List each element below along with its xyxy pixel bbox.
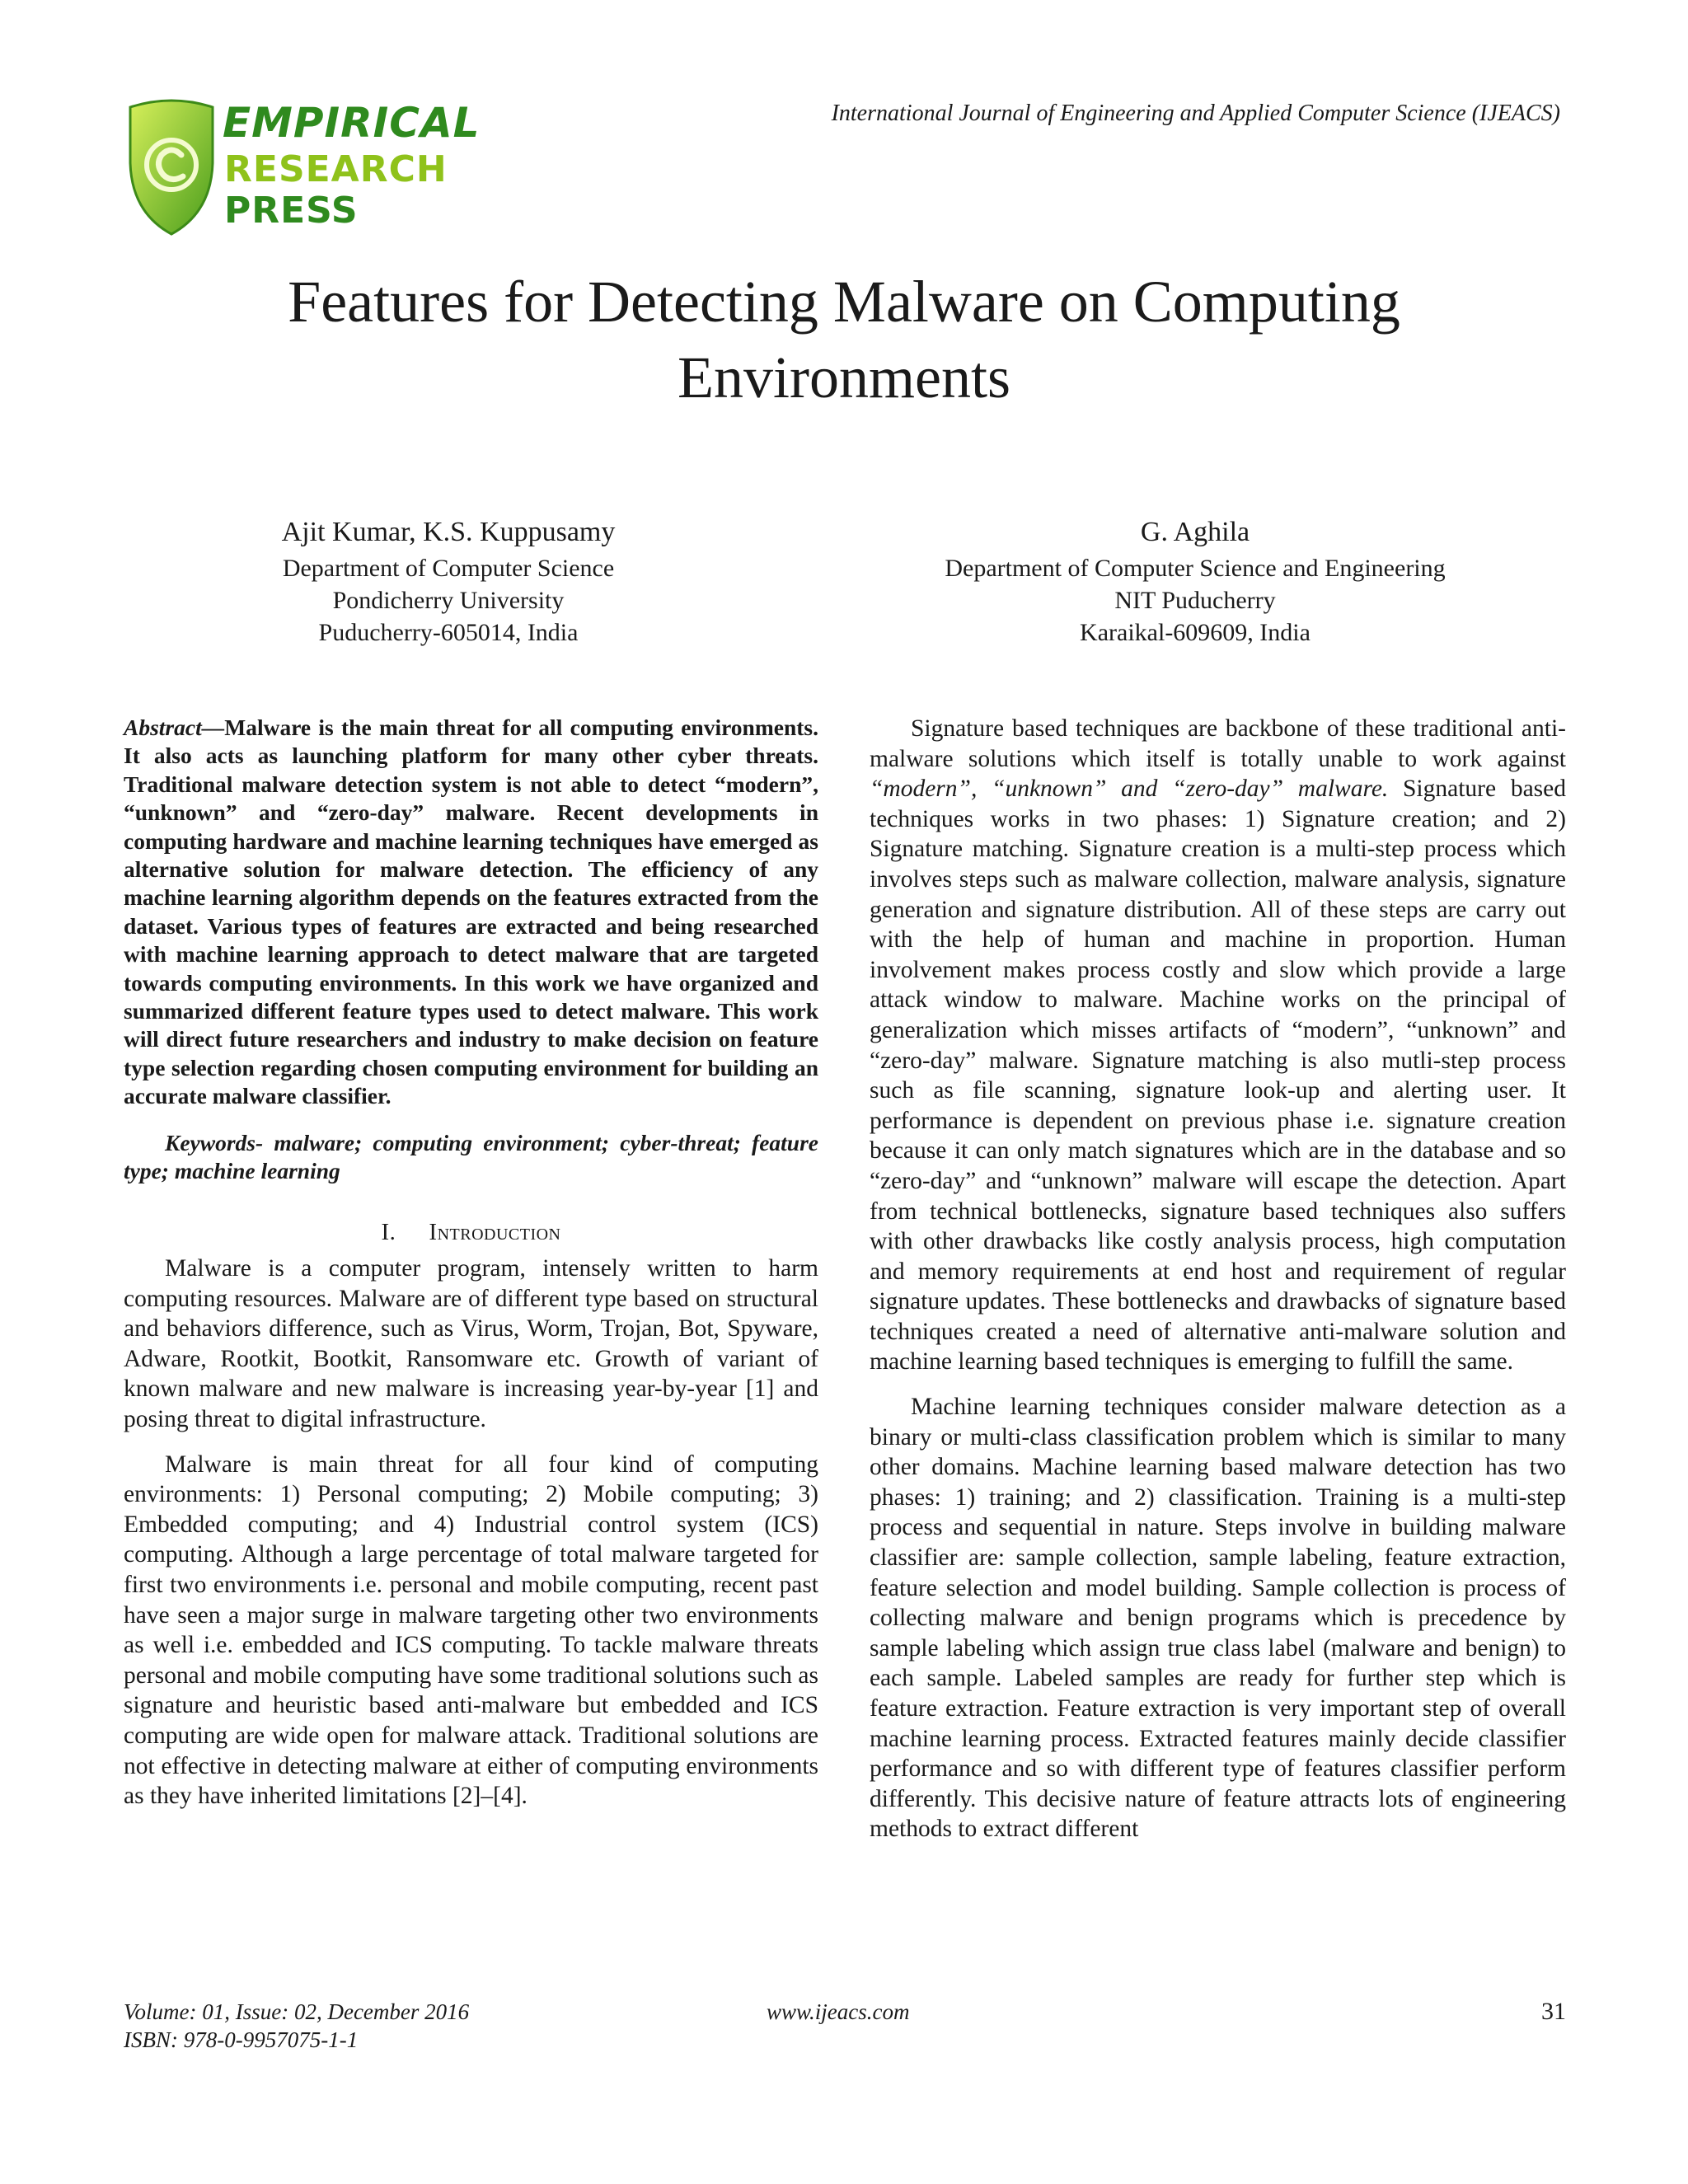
keywords: Keywords- malware; computing environment; cyber-threat; feature type; machine learning: [124, 1129, 818, 1184]
body-paragraph: [870, 714, 1566, 1377]
publisher-logo: [122, 97, 481, 237]
journal-website-link[interactable]: www.ijeacs.com: [767, 1999, 910, 2024]
isbn-info: ISBN: 978-0-9957075-1-1: [124, 2027, 359, 2052]
abstract-text: Malware is the main threat for all computing environments. It also acts as launching platform for many other cyber threats. Traditional malware detection system is not able to detect “modern”, “unknown” and “zero-day” malware. Recent developments in computing hardware and machine learning techniques have emerged as alternative solution for malware detection. The efficiency of any machine learning algorithm depends on the features extracted from the dataset. Various types of features are extracted and being researched with machine learning approach to detect malware that are targeted towards computing environments. In this work we have organized and summarized different feature types used to detect malware. This work will direct future researchers and industry to make decision on feature type selection regarding chosen computing environment for building an accurate malware classifier.: [124, 715, 818, 1109]
paper-title: Features for Detecting Malware on Computing Environments: [288, 269, 1400, 410]
section-title: Introduction: [429, 1218, 561, 1245]
right-column: [870, 714, 1566, 1844]
text-run: Signature based techniques are backbone of these traditional anti-malware solutions which itself is totally unable to work against: [870, 715, 1566, 772]
abstract-label: Abstract—: [124, 715, 225, 740]
body-paragraph: Malware is main threat for all four kind of computing environments: 1) Personal computing; 2) Mobile computing; 3) Embedded computing; and 4) Industrial control system (ICS) computing. Although a large percentage of total malware targeted for first two environments i.e. personal and mobile computing, recent past have seen a major surge in malware targeting other two environments as well i.e. embedded and ICS computing. To tackle malware threats personal and mobile computing have some traditional solutions such as signature and heuristic based anti-malware but embedded and ICS computing are wide open for malware attack. Traditional solutions are not effective in detecting malware at either of computing environments as they have inherited limitations [2]–[4].: [124, 1451, 818, 1810]
author-organization: NIT Puducherry: [1114, 587, 1276, 614]
italic-text-run: “modern”, “unknown” and “zero-day” malware.: [870, 776, 1389, 803]
text-run: Signature based techniques works in two phases: 1) Signature creation; and 2) Signature matching. Signature creation is a multi-step process which involves steps such as malware collection, malware analysis, signature generation and signature distribution. All of these steps are carry out with the help of human and machine in proportion. Human involvement makes process costly and slow which provide a large attack window to malware. Machine works on the principal of generalization which misses artifacts of “modern”, “unknown” and “zero-day” malware. Signature matching is also mutli-step process such as file scanning, signature look-up and alerting user. It performance is dependent on previous phase i.e. signature creation because it can only match signatures which are in the database and so “zero-day” and “unknown” malware will escape the detection. Apart from technical bottlenecks, signature based techniques also suffers with other drawbacks like costly analysis process, high computation and memory requirements at end host and requirement of regular signature updates. These bottlenecks and drawbacks of signature based techniques created a need of alternative anti-malware solution and machine learning based techniques is emerging to fulfill the same.: [870, 776, 1566, 1376]
page-number: 31: [1541, 1998, 1566, 2025]
author-name: G. Aghila: [1140, 517, 1250, 547]
section-number: I.: [381, 1218, 396, 1245]
author-address: Karaikal-609609, India: [1080, 619, 1311, 646]
logo-text-empirical: EMPIRICAL: [223, 99, 481, 147]
author-block-2: [865, 513, 1525, 649]
author-address: Puducherry-605014, India: [318, 619, 579, 646]
author-department: Department of Computer Science: [282, 555, 615, 582]
section-heading: [124, 1217, 818, 1248]
abstract: [124, 714, 818, 1111]
author-block-1: [201, 513, 696, 649]
logo-text-research: RESEARCH: [224, 148, 448, 190]
body-paragraph: Machine learning techniques consider malware detection as a binary or multi-class classification problem which is similar to many other domains. Machine learning based malware detection has two phases: 1) training; and 2) classification. Training is a multi-step process and sequential in nature. Steps involve in building malware classifier are: sample collection, sample labeling, feature extraction, feature selection and model building. Sample collection is process of collecting malware and benign programs which is precedence by sample labeling which assign true class label (malware and benign) to each sample. Labeled samples are ready for further step which is feature extraction. Feature extraction is very important step of overall machine learning process. Extracted features mainly decide classifier performance and so with different type of features classifier perform differently. This decisive nature of feature attracts lots of engineering methods to extract different: [870, 1394, 1566, 1843]
journal-name: International Journal of Engineering and Applied Computer Science (IJEACS): [831, 101, 1560, 126]
logo-text-press: PRESS: [224, 190, 359, 232]
author-name: Ajit Kumar, K.S. Kuppusamy: [281, 517, 616, 547]
left-column: [124, 714, 818, 1811]
author-organization: Pondicherry University: [332, 587, 565, 614]
body-paragraph: Malware is a computer program, intensely written to harm computing resources. Malware are of different type based on structural and behaviors difference, such as Virus, Worm, Trojan, Bot, Spyware, Adware, Rootkit, Bootkit, Ransomware etc. Growth of variant of known malware and new malware is increasing year-by-year [1] and posing threat to digital infrastructure.: [124, 1255, 818, 1433]
footer-left: [124, 1998, 469, 2054]
volume-info: Volume: 01, Issue: 02, December 2016: [124, 1999, 470, 2024]
author-department: Department of Computer Science and Engineering: [945, 555, 1446, 582]
shield-icon: [122, 97, 221, 237]
